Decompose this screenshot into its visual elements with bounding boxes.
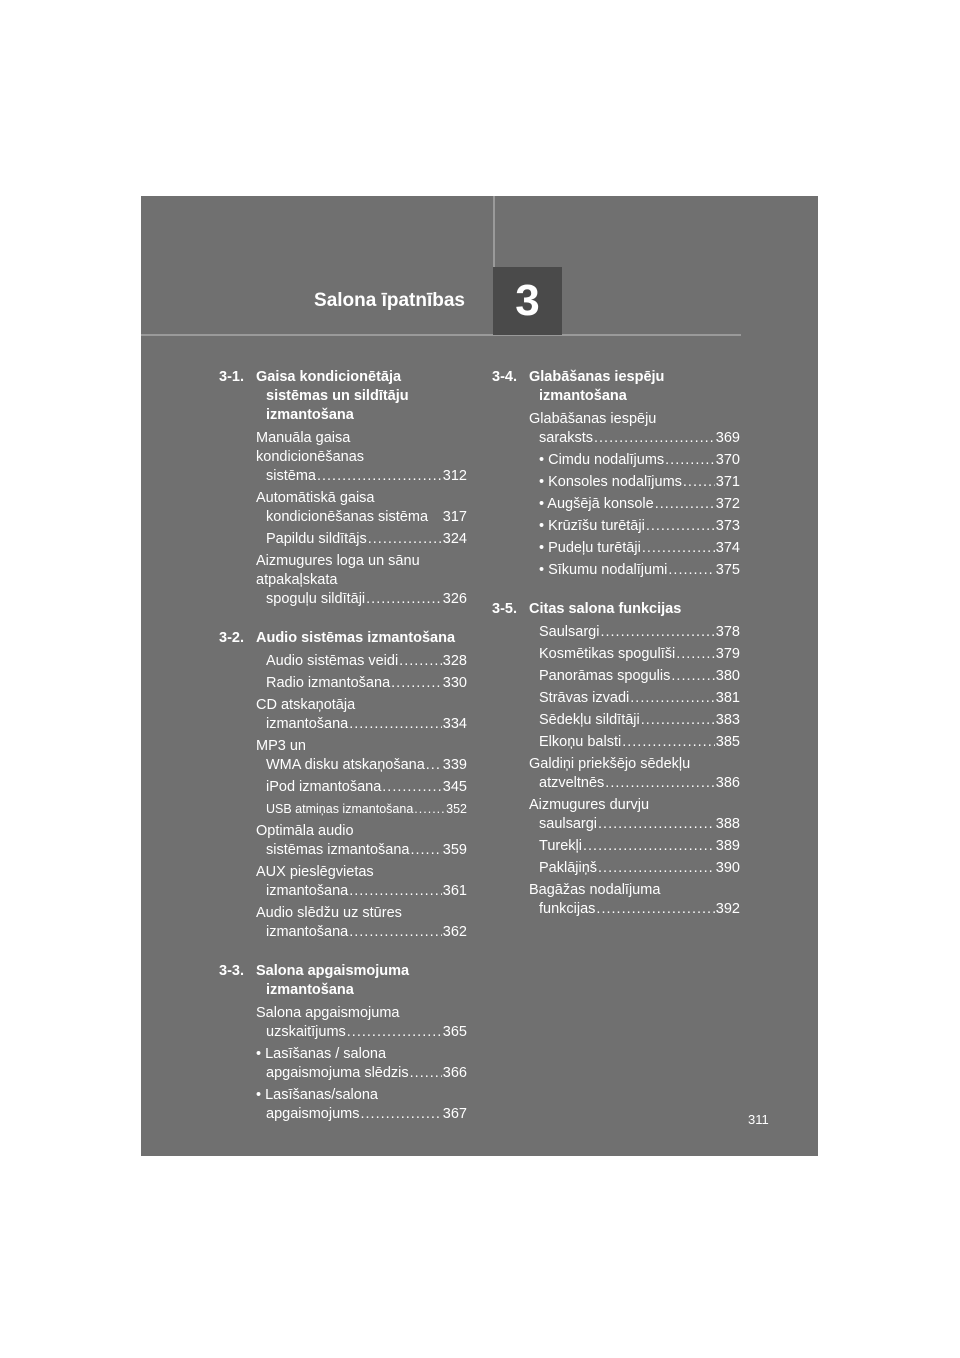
entry-text-line: Optimāla audio bbox=[256, 823, 354, 839]
entry-leader-line bbox=[539, 859, 740, 878]
leader-dots bbox=[605, 774, 715, 793]
leader-dots bbox=[349, 923, 442, 942]
toc-entry[interactable] bbox=[256, 674, 467, 693]
entry-leader-line bbox=[266, 508, 467, 527]
toc-entry[interactable] bbox=[529, 859, 740, 878]
leader-dots bbox=[583, 837, 715, 856]
toc-entry[interactable] bbox=[529, 689, 740, 708]
toc-entry[interactable] bbox=[256, 429, 467, 486]
entry-leader-line bbox=[266, 715, 467, 734]
entry-page-number: 367 bbox=[442, 1106, 467, 1122]
entry-page-number: 326 bbox=[442, 591, 467, 607]
entry-label: USB atmiņas izmantošana bbox=[266, 802, 414, 816]
entry-leader-line bbox=[266, 800, 467, 819]
entry-leader-line bbox=[539, 645, 740, 664]
entry-text-line: • Lasīšanas/salona bbox=[256, 1087, 378, 1103]
entry-page-number: 345 bbox=[442, 779, 467, 795]
leader-dots bbox=[600, 623, 714, 642]
entry-leader-line bbox=[266, 590, 467, 609]
entry-label: uzskaitījums bbox=[266, 1024, 346, 1040]
entry-label: WMA disku atskaņošana bbox=[266, 757, 425, 773]
toc-entry[interactable] bbox=[256, 800, 467, 819]
toc-entry[interactable] bbox=[529, 517, 740, 536]
toc-section bbox=[219, 629, 467, 942]
entry-page-number: 317 bbox=[442, 509, 467, 525]
entry-label: iPod izmantošana bbox=[266, 779, 382, 795]
entry-page-number: 362 bbox=[442, 924, 467, 940]
entry-leader-line bbox=[539, 561, 740, 580]
entry-label: saraksts bbox=[539, 430, 593, 446]
entry-label: Saulsargi bbox=[539, 624, 600, 640]
entry-leader-line bbox=[539, 473, 740, 492]
entry-page-number: 365 bbox=[442, 1024, 467, 1040]
entry-label: funkcijas bbox=[539, 901, 596, 917]
leader-dots bbox=[410, 1064, 442, 1083]
section-heading bbox=[219, 962, 467, 1000]
entry-leader-line bbox=[539, 429, 740, 448]
toc-entry[interactable] bbox=[529, 733, 740, 752]
toc-entry[interactable] bbox=[256, 863, 467, 901]
leader-dots bbox=[655, 495, 715, 514]
section-number: 3-1. bbox=[219, 369, 244, 385]
entry-text-line: Bagāžas nodalījuma bbox=[529, 882, 661, 898]
entry-label: spoguļu sildītāji bbox=[266, 591, 366, 607]
toc-entry[interactable] bbox=[256, 737, 467, 775]
entry-text-line: kondicionēšanas bbox=[256, 449, 365, 465]
entry-label: • Augšējā konsole bbox=[539, 496, 654, 512]
entry-page-number: 385 bbox=[715, 734, 740, 750]
entry-label: Turekļi bbox=[539, 838, 582, 854]
toc-entry[interactable] bbox=[529, 539, 740, 558]
leader-dots bbox=[622, 733, 715, 752]
entry-leader-line bbox=[539, 815, 740, 834]
leader-dots bbox=[382, 778, 442, 797]
toc-entry[interactable] bbox=[256, 1086, 467, 1124]
entry-leader-line bbox=[266, 923, 467, 942]
toc-entry[interactable] bbox=[529, 495, 740, 514]
section-number: 3-2. bbox=[219, 630, 244, 646]
entry-text-line: Galdiņi priekšējo sēdekļu bbox=[529, 756, 691, 772]
toc-entry[interactable] bbox=[529, 645, 740, 664]
entry-label: sistēma bbox=[266, 468, 316, 484]
leader-dots bbox=[399, 652, 442, 671]
entry-page-number: 371 bbox=[715, 474, 740, 490]
section-heading bbox=[492, 600, 740, 619]
toc-entry[interactable] bbox=[256, 822, 467, 860]
section-title: Glabāšanas iespēju izmantošana bbox=[529, 369, 665, 404]
section-title: Gaisa kondicionētāja sistēmas un sildītāju izmantošana bbox=[256, 369, 409, 423]
entry-text-line: Audio slēdžu uz stūres bbox=[256, 905, 402, 921]
entry-page-number: 388 bbox=[715, 816, 740, 832]
toc-entry[interactable] bbox=[529, 881, 740, 919]
entry-leader-line bbox=[266, 1105, 467, 1124]
entry-page-number: 389 bbox=[715, 838, 740, 854]
section-number: 3-3. bbox=[219, 963, 244, 979]
entry-text-line: AUX pieslēgvietas bbox=[256, 864, 374, 880]
entry-leader-line bbox=[266, 530, 467, 549]
entry-page-number: 352 bbox=[446, 802, 467, 816]
toc-entry[interactable] bbox=[529, 410, 740, 448]
toc-entry[interactable] bbox=[256, 652, 467, 671]
entry-text-line: Aizmugures loga un sānu bbox=[256, 553, 420, 569]
entry-leader-line bbox=[266, 652, 467, 671]
entry-leader-line bbox=[539, 539, 740, 558]
entry-page-number: 324 bbox=[442, 531, 467, 547]
leader-dots bbox=[676, 645, 715, 664]
entry-label: • Krūzīšu turētāji bbox=[539, 518, 645, 534]
leader-dots bbox=[594, 429, 715, 448]
entry-label: kondicionēšanas sistēma bbox=[266, 509, 429, 525]
leader-dots bbox=[641, 711, 715, 730]
entry-text-line: Salona apgaismojuma bbox=[256, 1005, 400, 1021]
entry-text-line: Aizmugures durvju bbox=[529, 797, 650, 813]
entry-leader-line bbox=[539, 837, 740, 856]
entry-label: Papildu sildītājs bbox=[266, 531, 367, 547]
entry-text-line: Manuāla gaisa bbox=[256, 430, 351, 446]
leader-dots bbox=[347, 1023, 442, 1042]
entry-page-number: 328 bbox=[442, 653, 467, 669]
entry-page-number: 373 bbox=[715, 518, 740, 534]
leader-dots bbox=[596, 900, 714, 919]
entry-leader-line bbox=[539, 711, 740, 730]
entry-leader-line bbox=[266, 1064, 467, 1083]
entry-leader-line bbox=[266, 674, 467, 693]
toc-entry[interactable] bbox=[256, 1045, 467, 1083]
toc-entry[interactable] bbox=[529, 623, 740, 642]
toc-entry[interactable] bbox=[529, 451, 740, 470]
leader-dots bbox=[317, 467, 442, 486]
entry-page-number: 359 bbox=[442, 842, 467, 858]
entry-page-number: 369 bbox=[715, 430, 740, 446]
entry-label: • Cimdu nodalījums bbox=[539, 452, 665, 468]
entry-label: sistēmas izmantošana bbox=[266, 842, 410, 858]
entry-page-number: 372 bbox=[715, 496, 740, 512]
entry-label: Kosmētikas spogulīši bbox=[539, 646, 676, 662]
entry-label: izmantošana bbox=[266, 716, 349, 732]
toc-entry[interactable] bbox=[256, 778, 467, 797]
entry-page-number: 339 bbox=[442, 757, 467, 773]
toc-entry[interactable] bbox=[529, 711, 740, 730]
leader-dots bbox=[410, 841, 441, 860]
entry-leader-line bbox=[266, 467, 467, 486]
section-heading bbox=[219, 629, 467, 648]
entry-text-line: Automātiskā gaisa bbox=[256, 490, 375, 506]
entry-leader-line bbox=[539, 667, 740, 686]
toc-section bbox=[492, 600, 740, 919]
toc-entry[interactable] bbox=[529, 796, 740, 834]
entry-label: Elkoņu balsti bbox=[539, 734, 622, 750]
leader-dots bbox=[683, 473, 715, 492]
entry-leader-line bbox=[266, 882, 467, 901]
entry-label: Strāvas izvadi bbox=[539, 690, 630, 706]
entry-page-number: 312 bbox=[442, 468, 467, 484]
entry-label: Panorāmas spogulis bbox=[539, 668, 671, 684]
leader-dots bbox=[349, 882, 442, 901]
entry-leader-line bbox=[266, 756, 467, 775]
entry-page-number: 375 bbox=[715, 562, 740, 578]
entry-page-number: 390 bbox=[715, 860, 740, 876]
entry-label: apgaismojums bbox=[266, 1106, 360, 1122]
entry-text-line: Glabāšanas iespēju bbox=[529, 411, 657, 427]
header-divider-vertical bbox=[493, 196, 495, 268]
header-divider bbox=[141, 334, 741, 336]
entry-leader-line bbox=[266, 1023, 467, 1042]
entry-page-number: 392 bbox=[715, 901, 740, 917]
entry-page-number: 383 bbox=[715, 712, 740, 728]
entry-text-line: MP3 un bbox=[256, 738, 306, 754]
entry-label: izmantošana bbox=[266, 924, 349, 940]
entry-text-line: atpakaļskata bbox=[256, 572, 338, 588]
toc-entry[interactable] bbox=[529, 755, 740, 793]
leader-dots bbox=[598, 815, 715, 834]
toc-entry[interactable] bbox=[256, 489, 467, 527]
leader-dots bbox=[368, 530, 442, 549]
toc-entry[interactable] bbox=[529, 667, 740, 686]
toc-entry[interactable] bbox=[529, 473, 740, 492]
page-number: 311 bbox=[748, 1112, 769, 1127]
entry-leader-line bbox=[539, 774, 740, 793]
entry-label: atzveltnēs bbox=[539, 775, 605, 791]
entry-label: • Konsoles nodalījums bbox=[539, 474, 682, 490]
entry-page-number: 386 bbox=[715, 775, 740, 791]
entry-page-number: 361 bbox=[442, 883, 467, 899]
section-number: 3-5. bbox=[492, 601, 517, 617]
entry-leader-line bbox=[539, 451, 740, 470]
leader-dots bbox=[630, 689, 715, 708]
toc-entry[interactable] bbox=[256, 1004, 467, 1042]
toc-entry[interactable] bbox=[256, 696, 467, 734]
toc-section bbox=[219, 962, 467, 1124]
entry-page-number: 370 bbox=[715, 452, 740, 468]
entry-page-number: 334 bbox=[442, 716, 467, 732]
leader-dots bbox=[668, 561, 714, 580]
entry-leader-line bbox=[539, 623, 740, 642]
leader-dots bbox=[646, 517, 715, 536]
leader-dots bbox=[361, 1105, 442, 1124]
leader-dots bbox=[426, 756, 442, 775]
chapter-title: Salona īpatnības bbox=[314, 290, 465, 311]
entry-leader-line bbox=[266, 778, 467, 797]
entry-text-line: CD atskaņotāja bbox=[256, 697, 356, 713]
entry-label: • Sīkumu nodalījumi bbox=[539, 562, 668, 578]
entry-text-line: • Lasīšanas / salona bbox=[256, 1046, 387, 1062]
entry-page-number: 378 bbox=[715, 624, 740, 640]
entry-page-number: 381 bbox=[715, 690, 740, 706]
entry-label: saulsargi bbox=[539, 816, 598, 832]
entry-label: izmantošana bbox=[266, 883, 349, 899]
section-number: 3-4. bbox=[492, 369, 517, 385]
entry-leader-line bbox=[539, 900, 740, 919]
entry-label: apgaismojuma slēdzis bbox=[266, 1065, 409, 1081]
entry-leader-line bbox=[539, 733, 740, 752]
section-heading bbox=[492, 368, 740, 406]
entry-page-number: 374 bbox=[715, 540, 740, 556]
toc-column-right bbox=[492, 368, 740, 939]
entry-label: Audio sistēmas veidi bbox=[266, 653, 399, 669]
section-title: Audio sistēmas izmantošana bbox=[256, 630, 456, 646]
entry-leader-line bbox=[539, 689, 740, 708]
leader-dots bbox=[671, 667, 714, 686]
entry-page-number: 366 bbox=[442, 1065, 467, 1081]
entry-leader-line bbox=[539, 495, 740, 514]
toc-entry[interactable] bbox=[529, 837, 740, 856]
toc-entry[interactable] bbox=[256, 530, 467, 549]
entry-leader-line bbox=[539, 517, 740, 536]
toc-entry[interactable] bbox=[529, 561, 740, 580]
leader-dots bbox=[598, 859, 715, 878]
toc-entry[interactable] bbox=[256, 552, 467, 609]
leader-dots bbox=[366, 590, 442, 609]
entry-label: • Pudeļu turētāji bbox=[539, 540, 641, 556]
leader-dots bbox=[391, 674, 442, 693]
toc-entry[interactable] bbox=[256, 904, 467, 942]
leader-dots bbox=[349, 715, 442, 734]
toc-section bbox=[492, 368, 740, 580]
entry-label: Sēdekļu sildītāji bbox=[539, 712, 640, 728]
section-title: Citas salona funkcijas bbox=[529, 601, 682, 617]
toc-column-left bbox=[219, 368, 467, 1144]
section-heading bbox=[219, 368, 467, 425]
entry-page-number: 380 bbox=[715, 668, 740, 684]
entry-page-number: 330 bbox=[442, 675, 467, 691]
leader-dots bbox=[642, 539, 715, 558]
section-title: Salona apgaismojuma izmantošana bbox=[256, 963, 410, 998]
leader-dots bbox=[414, 800, 445, 819]
chapter-number-box: 3 bbox=[493, 267, 562, 335]
toc-section bbox=[219, 368, 467, 609]
entry-label: Radio izmantošana bbox=[266, 675, 391, 691]
leader-dots bbox=[665, 451, 715, 470]
entry-leader-line bbox=[266, 841, 467, 860]
entry-label: Paklājiņš bbox=[539, 860, 598, 876]
entry-page-number: 379 bbox=[715, 646, 740, 662]
